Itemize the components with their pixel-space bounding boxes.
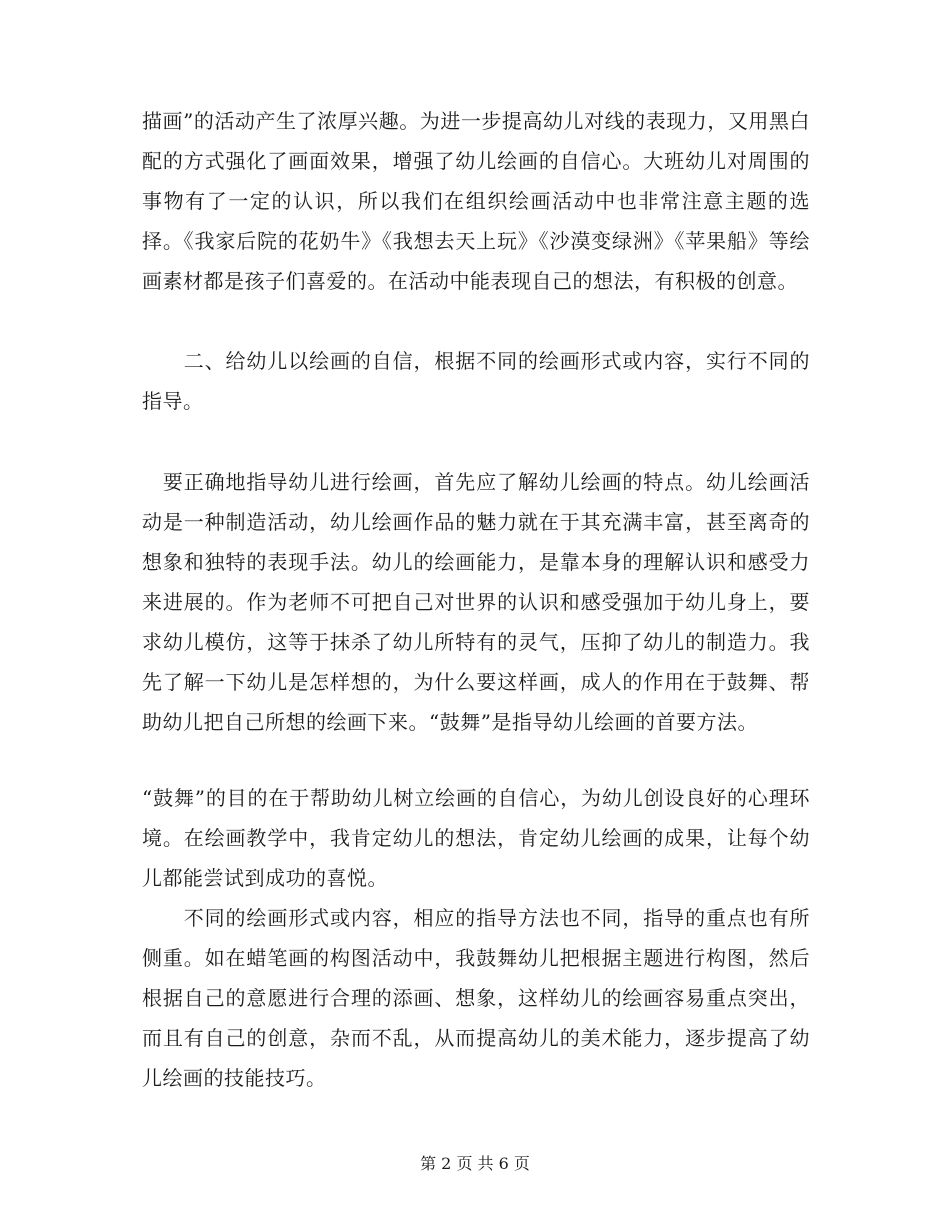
page-number-footer: 第 2 页 共 6 页 <box>420 1154 530 1173</box>
section-heading-two: 二、给幼儿以绘画的自信，根据不同的绘画形式或内容，实行不同的指导。 <box>142 349 810 413</box>
paragraph-guidance: 要正确地指导幼儿进行绘画，首先应了解幼儿绘画的特点。幼儿绘画活动是一种制造活动，幼儿绘画作品的魅力就在于其充满丰富，甚至离奇的想象和独特的表现手法。幼儿的绘画能力，是靠本身的理解认识和感受力来进展的。作为老师不可把自己对世界的认识和感受强加于幼儿身上，要求幼儿模仿，这等于抹杀了幼儿所特有的灵气，压抑了幼儿的制造力。我先了解一下幼儿是怎样想的，为什么要这样画，成人的作用在于鼓舞、帮助幼儿把自己所想的绘画下来。“鼓舞”是指导幼儿绘画的首要方法。 <box>142 470 810 734</box>
paragraph-intro-continuation: 描画”的活动产生了浓厚兴趣。为进一步提高幼儿对线的表现力，又用黑白配的方式强化了画面效果，增强了幼儿绘画的自信心。大班幼儿对周围的事物有了一定的认识，所以我们在组织绘画活动中也非常注意主题的选择。《我家后院的花奶牛》《我想去天上玩》《沙漠变绿洲》《苹果船》等绘画素材都是孩子们喜爱的。在活动中能表现自己的想法，有积极的创意。 <box>142 109 810 293</box>
paragraph-different-forms: 不同的绘画形式或内容，相应的指导方法也不同，指导的重点也有所侧重。如在蜡笔画的构图活动中，我鼓舞幼儿把根据主题进行构图，然后根据自己的意愿进行合理的添画、想象，这样幼儿的绘画容易重点突出，而且有自己的创意，杂而不乱，从而提高幼儿的美术能力，逐步提高了幼儿绘画的技能技巧。 <box>142 906 810 1090</box>
paragraph-encouragement: “鼓舞”的目的在于帮助幼儿树立绘画的自信心，为幼儿创设良好的心理环境。在绘画教学中，我肯定幼儿的想法，肯定幼儿绘画的成果，让每个幼儿都能尝试到成功的喜悦。 <box>142 786 810 890</box>
